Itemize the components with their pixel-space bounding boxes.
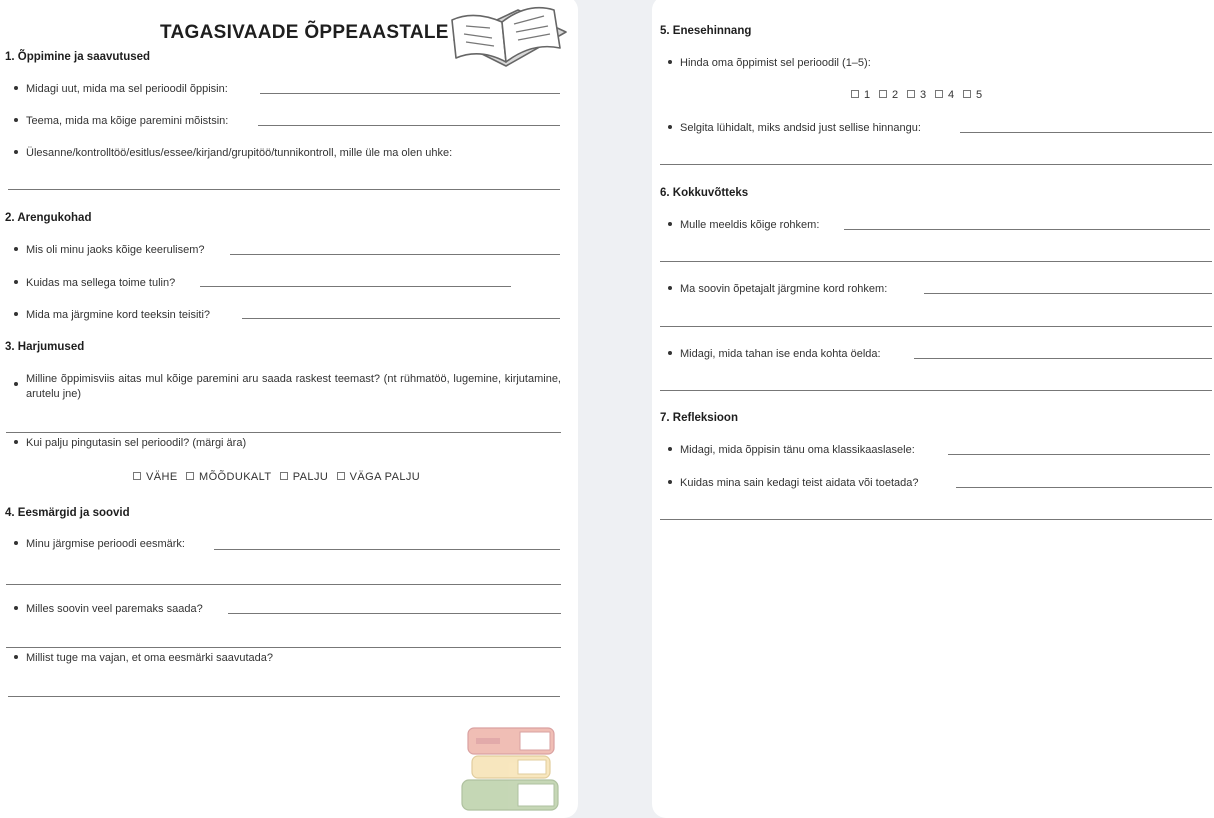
section-heading-6: 6. Kokkuvõtteks: [660, 187, 749, 199]
effort-checkbox-2[interactable]: [186, 472, 194, 480]
answer-line[interactable]: [660, 390, 1212, 391]
rating-label: 5: [976, 89, 983, 101]
question-support-needed: [14, 652, 273, 664]
question-effort: [14, 437, 246, 449]
question-label: Mida ma järgmine kord teeksin teisiti?: [26, 309, 211, 321]
question-label: Teema, mida ma kõige paremini mõistsin:: [26, 115, 229, 127]
answer-line[interactable]: [660, 261, 1212, 262]
answer-line[interactable]: [200, 286, 511, 287]
question-want-from-teacher: [668, 283, 887, 295]
question-rating-reason: [668, 122, 921, 134]
question-coping: [14, 277, 175, 289]
question-learned-from-classmate: [668, 444, 915, 456]
rating-label: 1: [864, 89, 871, 101]
answer-line[interactable]: [660, 326, 1212, 327]
page-title: TAGASIVAADE ÕPPEAASTALE: [160, 22, 449, 43]
question-label: Kui palju pingutasin sel perioodil? (märgi ära): [26, 437, 247, 449]
answer-line[interactable]: [230, 254, 560, 255]
worksheet-page-left: [0, 0, 578, 818]
answer-line[interactable]: [960, 132, 1212, 133]
answer-line[interactable]: [8, 189, 560, 190]
answer-line[interactable]: [660, 519, 1212, 520]
answer-line[interactable]: [956, 487, 1212, 488]
question-label: Ülesanne/kontrolltöö/esitlus/essee/kirjand/grupitöö/tunnikontroll, mille üle ma olen uhke:: [26, 147, 453, 159]
answer-line[interactable]: [6, 432, 561, 433]
answer-line[interactable]: [228, 613, 561, 614]
question-label: Kuidas mina sain kedagi teist aidata või toetada?: [680, 477, 919, 489]
section-heading-1: 1. Õppimine ja saavutused: [5, 51, 151, 63]
worksheet-page-right: [652, 0, 1214, 818]
question-next-goal: [14, 538, 185, 550]
section-heading-4: 4. Eesmärgid ja soovid: [5, 507, 130, 519]
rating-checkbox-3[interactable]: [907, 90, 915, 98]
effort-option-label: MÕÕDUKALT: [199, 471, 272, 483]
question-helped-others: [668, 477, 919, 489]
answer-line[interactable]: [242, 318, 560, 319]
question-liked-most: [668, 219, 819, 231]
effort-checkbox-3[interactable]: [280, 472, 288, 480]
book-stack-icon: [458, 724, 568, 816]
question-label: Midagi, mida tahan ise enda kohta öelda:: [680, 348, 881, 360]
question-label: Minu järgmise perioodi eesmärk:: [26, 538, 185, 550]
answer-line[interactable]: [258, 125, 560, 126]
answer-line[interactable]: [214, 549, 560, 550]
effort-option-label: VÄGA PALJU: [349, 471, 421, 483]
answer-line[interactable]: [844, 229, 1210, 230]
rating-label: 4: [948, 89, 955, 101]
effort-options: [128, 471, 420, 483]
question-label: Midagi, mida õppisin tänu oma klassikaaslasele:: [680, 444, 915, 456]
question-learning-method: Milline õppimisviis aitas mul kõige paremini aru saada raskest teemast? (nt rühmatöö, lugemine, kirjutamine, arutelu jne): [26, 373, 561, 400]
rating-checkbox-5[interactable]: [963, 90, 971, 98]
question-label: Mulle meeldis kõige rohkem:: [680, 219, 820, 231]
answer-line[interactable]: [948, 454, 1210, 455]
question-label: Midagi uut, mida ma sel perioodil õppisin:: [26, 83, 228, 95]
answer-line[interactable]: [660, 164, 1212, 165]
section-heading-3: 3. Harjumused: [5, 341, 85, 353]
effort-checkbox-4[interactable]: [337, 472, 345, 480]
effort-option-label: VÄHE: [146, 471, 178, 483]
question-proud-of: [14, 147, 452, 159]
question-do-differently: [14, 309, 210, 321]
rating-label: 2: [892, 89, 899, 101]
question-label: Selgita lühidalt, miks andsid just sellise hinnangu:: [680, 122, 921, 134]
effort-checkbox-1[interactable]: [133, 472, 141, 480]
question-best-topic: [14, 115, 228, 127]
section-heading-5: 5. Enesehinnang: [660, 25, 752, 37]
question-hardest: [14, 244, 205, 256]
question-about-myself: [668, 348, 881, 360]
section-heading-2: 2. Arengukohad: [5, 212, 92, 224]
question-new-learning: [14, 83, 228, 95]
answer-line[interactable]: [914, 358, 1212, 359]
question-label: Milles soovin veel paremaks saada?: [26, 603, 203, 615]
rating-checkbox-4[interactable]: [935, 90, 943, 98]
question-label: Millist tuge ma vajan, et oma eesmärki saavutada?: [26, 652, 274, 664]
answer-line[interactable]: [6, 647, 561, 648]
rating-scale: [846, 89, 983, 101]
answer-line[interactable]: [924, 293, 1212, 294]
question-label: Ma soovin õpetajalt järgmine kord rohkem:: [680, 283, 888, 295]
answer-line[interactable]: [6, 584, 561, 585]
question-improve: [14, 603, 203, 615]
question-label: Mis oli minu jaoks kõige keerulisem?: [26, 244, 205, 256]
rating-label: 3: [920, 89, 927, 101]
effort-option-label: PALJU: [292, 471, 329, 483]
question-label: Hinda oma õppimist sel perioodil (1–5):: [680, 57, 871, 69]
rating-checkbox-2[interactable]: [879, 90, 887, 98]
rating-checkbox-1[interactable]: [851, 90, 859, 98]
open-book-icon: [444, 0, 576, 74]
question-self-rating: [668, 57, 871, 69]
answer-line[interactable]: [260, 93, 560, 94]
section-heading-7: 7. Refleksioon: [660, 412, 738, 424]
answer-line[interactable]: [8, 696, 560, 697]
question-label: Kuidas ma sellega toime tulin?: [26, 277, 176, 289]
